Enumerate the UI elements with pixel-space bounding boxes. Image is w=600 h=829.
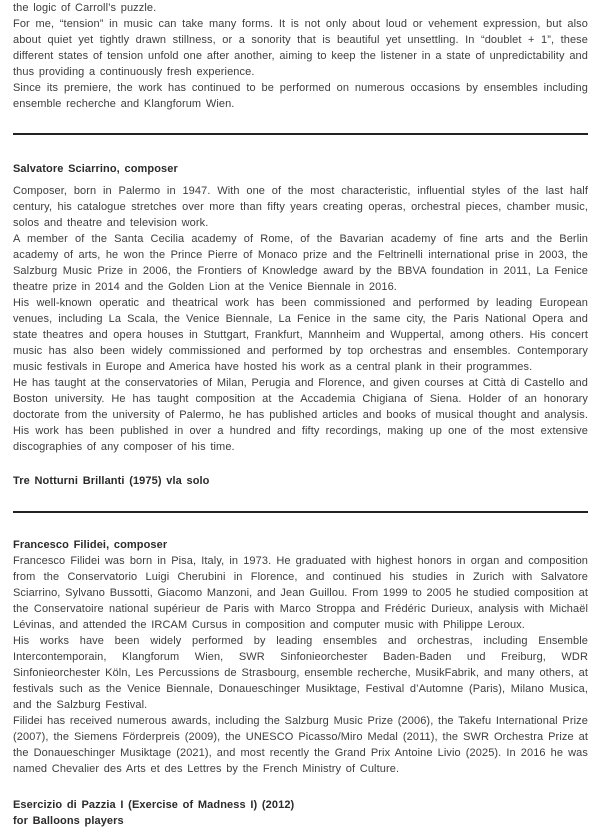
work-title-block-filidei — [13, 797, 588, 829]
composer-bio-sciarrino — [13, 183, 588, 455]
section-divider — [13, 133, 588, 135]
work-subtitle-filidei: for Balloons players — [13, 815, 124, 827]
section-divider — [13, 511, 588, 513]
intro-section — [13, 0, 588, 112]
work-title-sciarrino: Tre Notturni Brillanti (1975) vla solo — [13, 475, 210, 487]
bio-paragraph: His well-known operatic and theatrical work has been commissioned and performed by leading European venues, including La Scala, the Venice Biennale, La Fenice in the same city, the Paris National Opera and state theatres and opera houses in Stuttgart, Frankfurt, Mannheim and Wuppertal, among others. His concert music has also been widely commissioned and performed by top orchestras and ensembles. Contemporary music festivals in Europe and America have hosted his work as a central plank in their programmes. — [13, 297, 588, 373]
work-title-filidei: Esercizio di Pazzia I (Exercise of Madness I) (2012) — [13, 799, 295, 811]
intro-paragraph: For me, “tension” in music can take many forms. It is not only about loud or vehement expression, but also about quiet yet tightly drawn stillness, or a sonority that is beautiful yet unsettling. In “doublet + 1”, these different states of tension unfold one after another, aiming to keep the listener in a state of unpredictability and thus providing a continuously fresh experience. — [13, 18, 588, 78]
bio-paragraph: A member of the Santa Cecilia academy of Rome, of the Bavarian academy of fine arts and the Berlin academy of arts, he won the Prince Pierre of Monaco prize and the Feltrinelli international prise in 2003, the Salzburg Music Prize in 2006, the Frontiers of Knowledge award by the BBVA foundation in 2011, La Fenice theatre prize in 2014 and the Golden Lion at the Venice Biennale in 2016. — [13, 233, 588, 293]
composer-heading-filidei: Francesco Filidei, composer — [13, 539, 168, 551]
bio-paragraph: Composer, born in Palermo in 1947. With one of the most characteristic, influential styles of the last half century, his catalogue stretches over more than fifty years creating operas, orchestral pieces, chamber music, solos and theatre and television work. — [13, 185, 588, 229]
bio-paragraph: Francesco Filidei was born in Pisa, Italy, in 1973. He graduated with highest honors in organ and composition from the Conservatorio Luigi Cherubini in Florence, and continued his studies in Zurich with Salvatore Sciarrino, Sylvano Bussotti, Giacomo Manzoni, and Jean Guillou. From 1999 to 2005 he studied composition at the Conservatoire national supérieur de Paris with Marco Stroppa and Frédéric Durieux, analysis with Michaël Lévinas, and attended the IRCAM Cursus in composition and computer music with Philippe Leroux. — [13, 555, 588, 631]
sciarrino-section — [13, 161, 588, 489]
bio-paragraph: He has taught at the conservatories of Milan, Perugia and Florence, and given courses at Città di Castello and Boston university. He has taught composition at the Accademia Chigiana of Siena. Holder of an honorary doctorate from the university of Palermo, he has published articles and books of musical thought and analysis. His work has been published in over a hundred and fifty recordings, making up one of the most extensive discographies of any composer of his time. — [13, 377, 588, 453]
composer-bio-filidei — [13, 553, 588, 777]
composer-heading-sciarrino: Salvatore Sciarrino, composer — [13, 163, 178, 175]
intro-paragraph-fragment: the logic of Carroll’s puzzle. — [13, 2, 157, 14]
filidei-section — [13, 537, 588, 829]
intro-paragraph: Since its premiere, the work has continued to be performed on numerous occasions by ensembles including ensemble recherche and Klangforum Wien. — [13, 82, 588, 110]
bio-paragraph: His works have been widely performed by leading ensembles and orchestras, including Ensemble Intercontemporain, Klangforum Wien, SWR Sinfonieorchester Baden-Baden und Freiburg, WDR Sinfonieorchester Köln, Les Percussions de Strasbourg, ensemble recherche, MusikFabrik, and many others, at festivals such as the Venice Biennale, Donaueschinger Musiktage, Festival d’Automne (Paris), Milano Musica, and the Salzburg Festival. — [13, 635, 588, 711]
bio-paragraph: Filidei has received numerous awards, including the Salzburg Music Prize (2006), the Takefu International Prize (2007), the Siemens Förderpreis (2009), the UNESCO Picasso/Miro Medal (2011), the SWR Orchestra Prize at the Donaueschinger Musiktage (2021), and most recently the Grand Prix Antoine Livio (2025). In 2016 he was named Chevalier des Arts et des Lettres by the French Ministry of Culture. — [13, 715, 588, 775]
